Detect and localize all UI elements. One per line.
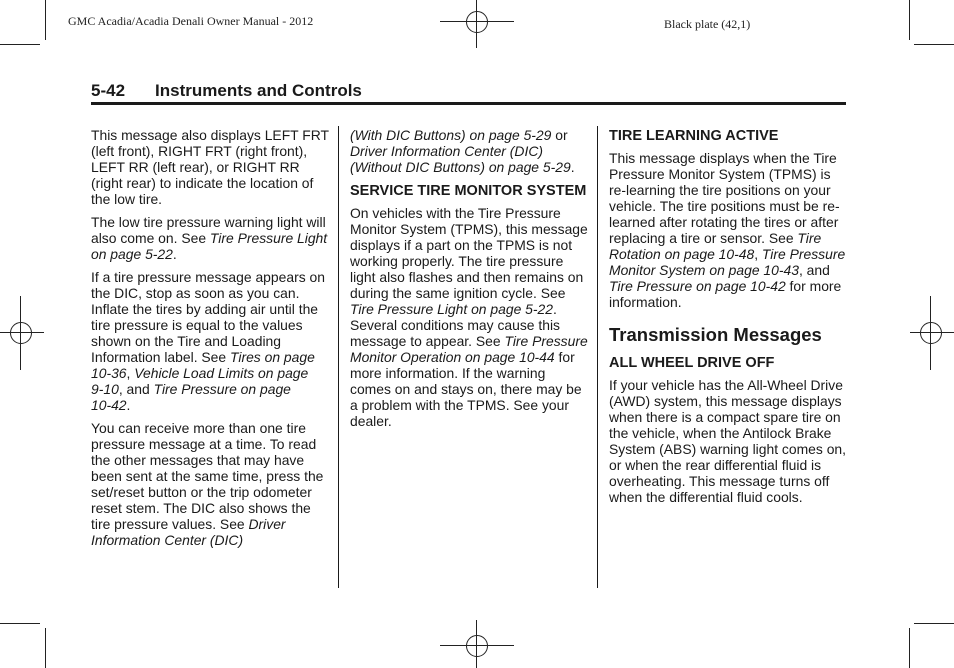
cross-reference: Tire Rotation on page 10‑48 xyxy=(609,230,822,262)
column-divider xyxy=(338,126,339,588)
paragraph: On vehicles with the Tire Pressure Monitor System (TPMS), this message displays if a part on the TPMS is not working properly. The tire pressure light also flashes and then remains on during the same ignition cycle. See Tire Pressure Light on page 5‑22. Several conditions may cause this message to appear. See Tire Pressure Monitor Operation on page 10‑44 for more information. If the warning comes on and stays on, there may be a problem with the TPMS. See your dealer. xyxy=(350,205,588,429)
subheading-tire-learning-active: TIRE LEARNING ACTIVE xyxy=(609,128,779,144)
paragraph: This message displays when the Tire Pressure Monitor System (TPMS) is re-learning the tire positions on your vehicle. The tire positions must be re-learned after rotating the tires or after replacing a tire or sensor. See Tire Rotation on page 10‑48, Tire Pressure Monitor System on page 10‑43, and Tire Pressure on page 10‑42 for more information. xyxy=(609,150,846,310)
crop-mark xyxy=(0,44,40,45)
cross-reference: (With DIC Buttons) on page 5‑29 xyxy=(350,127,552,143)
cross-reference: Tire Pressure Monitor Operation on page 10‑44 xyxy=(350,333,588,365)
paragraph: If your vehicle has the All-Wheel Drive (AWD) system, this message displays when there is a compact spare tire on the vehicle, when the Antilock Brake System (ABS) warning light comes on, or when the rear differential fluid is overheating. This message turns off when the differential fluid cools. xyxy=(609,377,847,505)
paragraph: (With DIC Buttons) on page 5‑29 or Driver Information Center (DIC) (Without DIC Buttons) on page 5‑29. xyxy=(350,127,575,175)
cross-reference: Tire Pressure on page 10‑42 xyxy=(609,278,786,294)
registration-mark-right xyxy=(910,296,954,370)
crop-mark xyxy=(45,0,46,40)
cross-reference: Tires on page 10‑36 xyxy=(91,349,315,381)
column-3 xyxy=(609,127,849,512)
cross-reference: Tire Pressure Light on page 5‑22 xyxy=(91,230,328,262)
paragraph: If a tire pressure message appears on the DIC, stop as soon as you can. Inflate the tires by adding air until the tire pressure is equal to the values shown on the Tire and Loading Information label. See Tires on page 10‑36, Vehicle Load Limits on page 9‑10, and Tire Pressure on page 10‑42. xyxy=(91,269,325,413)
column-1 xyxy=(91,127,331,555)
crop-mark xyxy=(45,628,46,668)
crop-mark xyxy=(0,623,40,624)
crop-mark xyxy=(909,0,910,40)
crop-mark xyxy=(914,44,954,45)
page-number: 5-42 xyxy=(91,81,126,100)
cross-reference: Tire Pressure on page 10‑42 xyxy=(91,381,291,413)
subheading-service-tire-monitor: SERVICE TIRE MONITOR SYSTEM xyxy=(350,183,587,199)
cross-reference: Driver Information Center (DIC) (Without DIC Buttons) on page 5‑29 xyxy=(350,143,571,175)
registration-mark-left xyxy=(0,296,44,370)
crop-mark xyxy=(909,628,910,668)
manual-title: GMC Acadia/Acadia Denali Owner Manual - 2012 xyxy=(68,14,314,28)
column-2 xyxy=(350,127,590,436)
cross-reference: Vehicle Load Limits on page 9‑10 xyxy=(91,365,309,397)
registration-mark-bottom xyxy=(440,620,514,668)
cross-reference: Tire Pressure Monitor System on page 10‑43 xyxy=(609,246,846,278)
paragraph: The low tire pressure warning light will also come on. See Tire Pressure Light on page 5‑22. xyxy=(91,214,328,262)
cross-reference: Driver Information Center (DIC) xyxy=(91,516,286,548)
page-header xyxy=(91,81,362,101)
header-rule xyxy=(91,102,846,105)
section-title: Instruments and Controls xyxy=(155,81,362,100)
cross-reference: Tire Pressure Light on page 5‑22 xyxy=(350,301,553,317)
paragraph: This message also displays LEFT FRT (left front), RIGHT FRT (right front), LEFT RR (left rear), or RIGHT RR (right rear) to indicate the location of the low tire. xyxy=(91,127,329,207)
plate-info: Black plate (42,1) xyxy=(664,17,751,31)
section-heading-transmission-messages: Transmission Messages xyxy=(609,324,822,345)
subheading-all-wheel-drive-off: ALL WHEEL DRIVE OFF xyxy=(609,355,775,371)
registration-mark-top xyxy=(440,0,514,48)
crop-mark xyxy=(914,623,954,624)
paragraph: You can receive more than one tire pressure message at a time. To read the other messages that may have been sent at the same time, press the set/reset button or the trip odometer reset stem. The DIC also shows the tire pressure values. See Driver Information Center (DIC) xyxy=(91,420,324,548)
column-divider xyxy=(597,126,598,588)
